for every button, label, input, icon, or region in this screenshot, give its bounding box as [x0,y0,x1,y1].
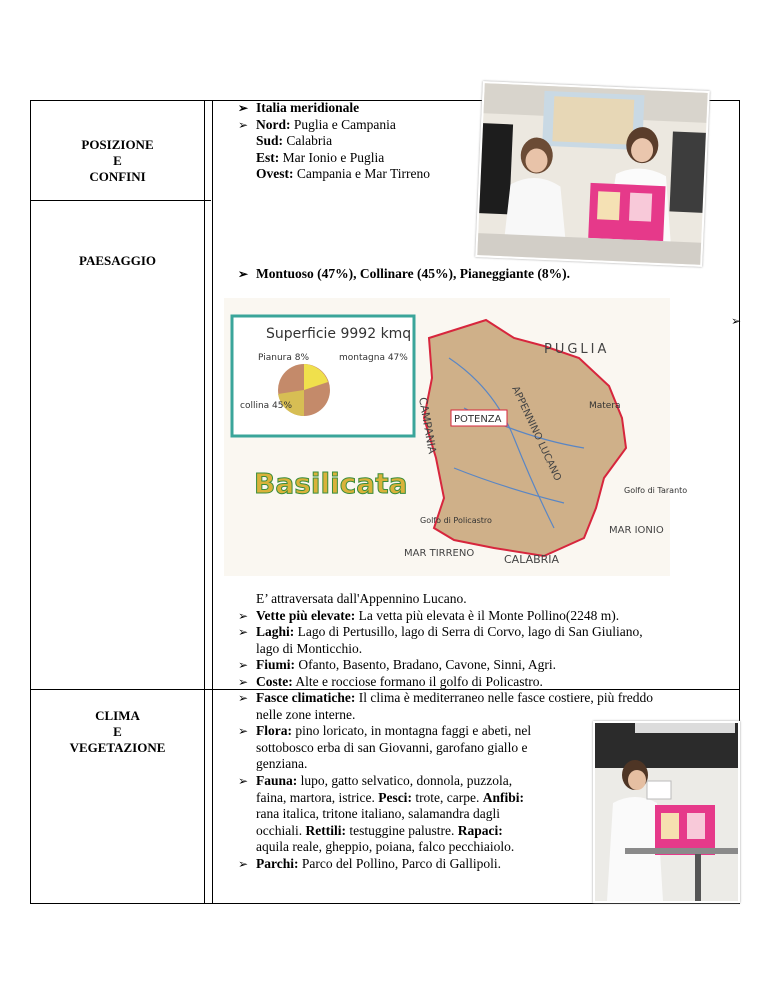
posizione-content: ➢ Italia meridionale ➢ Nord: Puglia e Campania Sud: Calabria Est: Mar Ionio e Puglia Ovest: Campania e Mar Tirreno [238,100,430,182]
map-label-appennino: APPENNINO LUCANO [509,384,563,483]
pie-label-pianura: Pianura 8% [258,353,310,363]
clima-label: CLIMA E VEGETAZIONE [69,708,166,755]
basilicata-map [224,298,688,576]
column-divider [212,101,213,903]
pie-label-collina: collina 45% [240,401,293,411]
clima-content: ➢ Fasce climatiche: Il clima è mediterraneo nelle fasce costiere, più freddo nelle zone interne. ➢ Flora: pino loricato, in montagna faggi e abeti, nel sottobosco erba di san Giovanni, garofano giallo e genziana. ➢ Fauna: lupo, gatto selvatico, donnola, puzzola, faina, martora, istrice. Pesci: trote, carpe. Anfibi: rana italica, tritone italiano, salamandra dagli occhiali. Rettili: testuggine palustre. Rapaci: aquila reale, gheppio, poiana, falco pecchiaiolo. ➢ Parchi: Parco del Pollino, Parco di Gallipoli. [238,690,653,871]
map-label-ionio: MAR IONIO [609,525,664,536]
map-label-tirreno: MAR TIRRENO [404,548,475,559]
row-divider [31,200,211,201]
map-label-calabria: CALABRIA [504,553,560,566]
region-name: Basilicata [254,467,408,500]
column-divider [204,101,205,903]
paesaggio-label: PAESAGGIO [78,253,157,268]
map-label-taranto: Golfo di Taranto [624,486,688,495]
map-label-policastro: Golfo di Policastro [420,516,492,525]
map-label-puglia: PUGLIA [544,342,610,357]
student-presentation-photo [593,721,740,903]
paesaggio-summary: ➢ Montuoso (47%), Collinare (45%), Pianeggiante (8%). [238,266,570,281]
map-label-matera: Matera [589,401,621,411]
map-label-potenza: POTENZA [454,414,502,425]
paesaggio-details: E’ attraversata dall'Appennino Lucano. ➢ Vette più elevate: La vetta più elevata è il Monte Pollino(2248 m). ➢ Laghi: Lago di Pertusillo, lago di Serra di Corvo, lago di San Giuliano, lago di Monticchio. ➢ Fiumi: Ofanto, Basento, Bradano, Cavone, Sinni, Agri. ➢ Coste: Alte e rocciose formano il golfo di Policastro. [238,591,643,689]
students-photo [475,81,709,267]
stray-bullet-icon: ➢ [731,314,742,328]
posizione-label: POSIZIONE E CONFINI [81,137,154,184]
pie-label-montagna: montagna 47% [339,353,408,363]
map-title: Superficie 9992 kmq [266,326,412,342]
map-label-campania: CAMPANIA [416,396,439,455]
